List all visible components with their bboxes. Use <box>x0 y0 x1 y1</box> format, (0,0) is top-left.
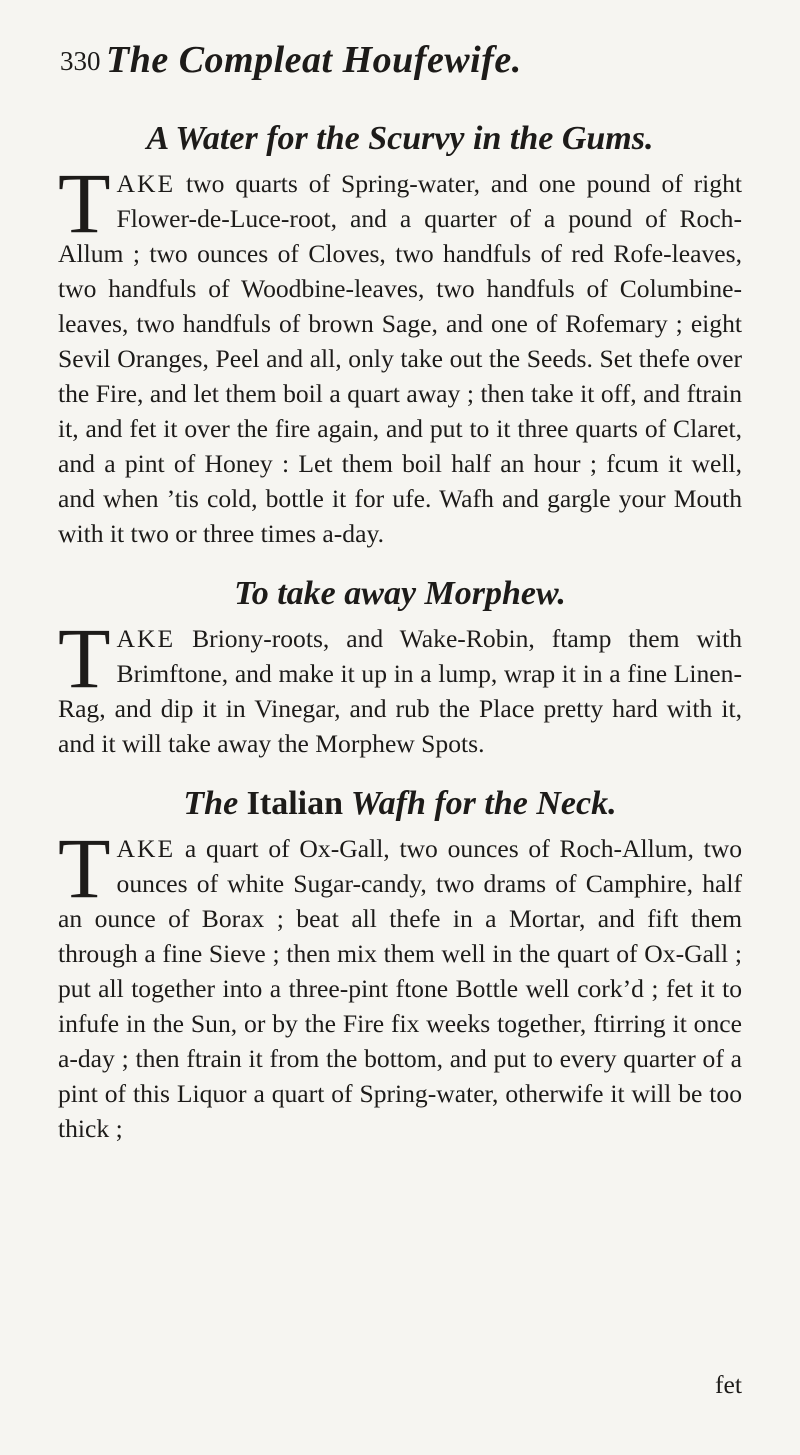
page-number: 330 <box>60 46 101 76</box>
lead-word: AKE <box>116 169 176 198</box>
title-prefix: The <box>183 785 247 822</box>
recipe-title <box>58 783 742 825</box>
recipe-scurvy-water <box>58 118 742 551</box>
recipe-morphew <box>58 573 742 761</box>
recipe-body: a quart of Ox-Gall, two ounces of Roch-Allum, two ounces of white Sugar-candy, two drams of Camphire, half an ounce of Borax ; beat all thefe in a Mortar, and fift them through a fine Sieve ; then mix them well in the quart of Ox-Gall ; put all together into a three-pint ftone Bottle well cork’d ; fet it to infufe in the Sun, or by the Fire fix weeks together, ftirring it once a-day ; then ftrain it from the bottom, and put to every quarter of a pint of this Liquor a quart of Spring-water, otherwife it will be too thick ; <box>58 834 742 1143</box>
page-content <box>58 118 742 1168</box>
drop-cap: T <box>58 610 111 706</box>
catchword: fet <box>715 1370 742 1399</box>
drop-cap: T <box>58 155 111 251</box>
title-upright: Italian <box>246 785 344 822</box>
title-suffix: Wafh for the Neck. <box>343 785 617 822</box>
recipe-body: two quarts of Spring-water, and one pound of right Flower-de-Luce-root, and a quarter of a pound of Roch-Allum ; two ounces of Cloves, two handfuls of red Rofe-leaves, two handfuls of Woodbine-leaves, two handfuls of Columbine-leaves, two handfuls of brown Sage, and one of Rofemary ; eight Sevil Oranges, Peel and all, only take out the Seeds. Set thefe over the Fire, and let them boil a quart away ; then take it off, and ftrain it, and fet it over the fire again, and put to it three quarts of Claret, and a pint of Honey : Let them boil half an hour ; fcum it well, and when ’tis cold, bottle it for ufe. Wafh and gargle your Mouth with it two or three times a-day. <box>58 169 742 548</box>
recipe-text <box>58 610 742 761</box>
running-title: The Compleat Houfewife. <box>106 39 522 81</box>
recipe-body: Briony-roots, and Wake-Robin, ftamp them with Brimftone, and make it up in a lump, wrap it in a fine Linen-Rag, and dip it in Vinegar, and rub the Place pretty hard with it, and it will take away the Morphew Spots. <box>58 624 742 758</box>
recipe-text <box>58 155 742 551</box>
recipe-text <box>58 820 742 1146</box>
page-header <box>60 38 740 88</box>
lead-word: AKE <box>116 624 176 653</box>
drop-cap: T <box>58 820 111 916</box>
lead-word: AKE <box>116 834 176 863</box>
recipe-title: A Water for the Scurvy in the Gums. <box>146 120 654 157</box>
recipe-title: To take away Morphew. <box>234 575 566 612</box>
recipe-italian-wash <box>58 783 742 1146</box>
